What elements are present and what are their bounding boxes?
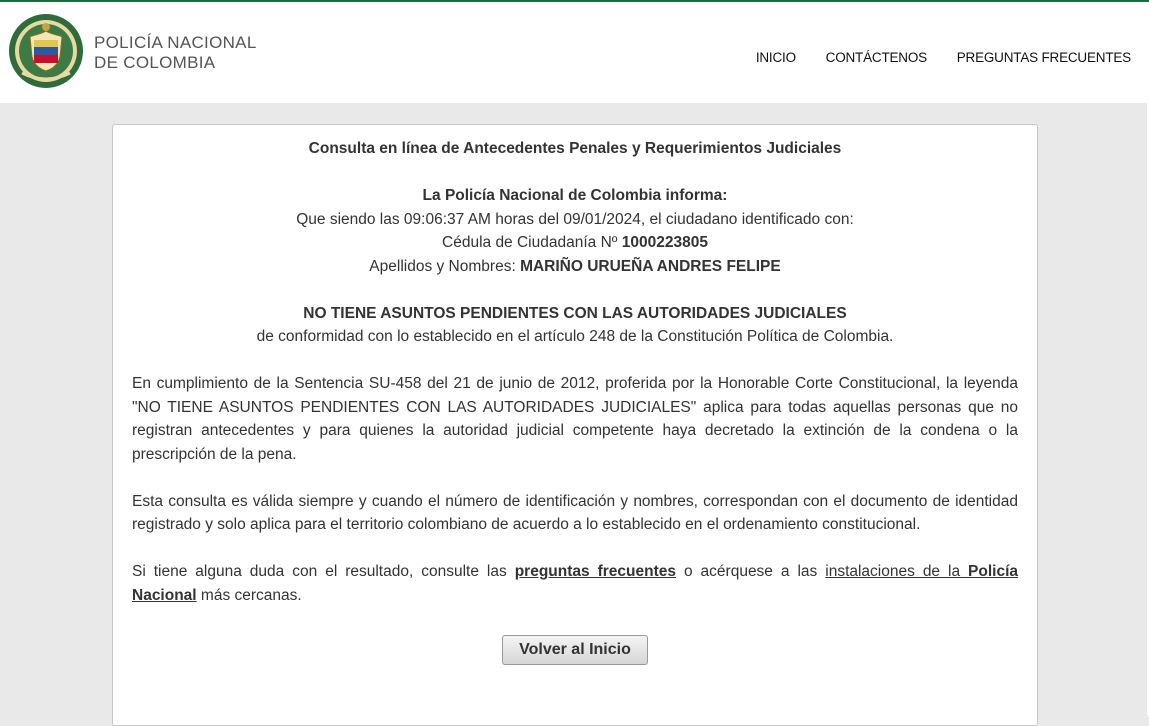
name-label: Apellidos y Nombres: [369, 257, 516, 275]
page-title: Consulta en línea de Antecedentes Penales y Requerimientos Judiciales [308, 140, 842, 157]
informs-heading: La Policía Nacional de Colombia informa: [422, 187, 728, 204]
help-text-b: o acérquese a las [683, 563, 818, 580]
brand-title [94, 33, 257, 73]
nav-preguntas-frecuentes[interactable]: PREGUNTAS FRECUENTES [956, 50, 1131, 65]
installations-link-text: instalaciones de la [825, 563, 961, 580]
brand-line-2: DE COLOMBIA [94, 53, 216, 72]
id-line [132, 231, 1018, 255]
query-time-line: Que siendo las 09:06:37 AM horas del 09/01/2024, el ciudadano identificado con: [296, 210, 854, 228]
result-card [112, 124, 1038, 726]
nav-contactenos[interactable]: CONTÁCTENOS [825, 50, 927, 65]
help-paragraph [132, 560, 1018, 607]
faq-link[interactable]: preguntas frecuentes [514, 563, 676, 580]
back-to-home-button[interactable]: Volver al Inicio [502, 635, 648, 665]
nav-inicio[interactable]: INICIO [755, 50, 796, 65]
installations-link-bold: Policía Nacional [132, 563, 1019, 604]
site-header [0, 2, 1149, 103]
sentence-paragraph: En cumplimiento de la Sentencia SU-458 del 21 de junio de 2012, proferida por la Honorable Corte Constitucional, la leyenda "NO TIENE ASUNTOS PENDIENTES CON LAS AUTORIDADES JUDICIALES" aplica para todas aquellas personas que no registran antecedentes y para quienes la autoridad judicial competente haya decretado la extinción de la condena o la prescripción de la pena. [132, 375, 1018, 463]
id-label: Cédula de Ciudadanía Nº [442, 234, 618, 251]
help-text-a: Si tiene alguna duda con el resultado, consulte las [132, 563, 507, 580]
name-value: MARIÑO URUEÑA ANDRES FELIPE [520, 257, 781, 275]
brand-line-1: POLICÍA NACIONAL [94, 33, 257, 52]
status-subtext: de conformidad con lo establecido en el artículo 248 de la Constitución Política de Colombia. [256, 328, 894, 345]
police-shield-logo [8, 13, 84, 89]
status-result: NO TIENE ASUNTOS PENDIENTES CON LAS AUTORIDADES JUDICIALES [303, 304, 847, 322]
main-nav [730, 50, 1131, 65]
name-line [132, 255, 1018, 279]
id-number: 1000223805 [621, 234, 708, 251]
validity-paragraph: Esta consulta es válida siempre y cuando el número de identificación y nombres, correspondan con el documento de identidad registrado y solo aplica para el territorio colombiano de acuerdo a lo establecido en el ordenamiento constitucional. [132, 492, 1018, 533]
help-text-c: más cercanas. [200, 586, 302, 604]
